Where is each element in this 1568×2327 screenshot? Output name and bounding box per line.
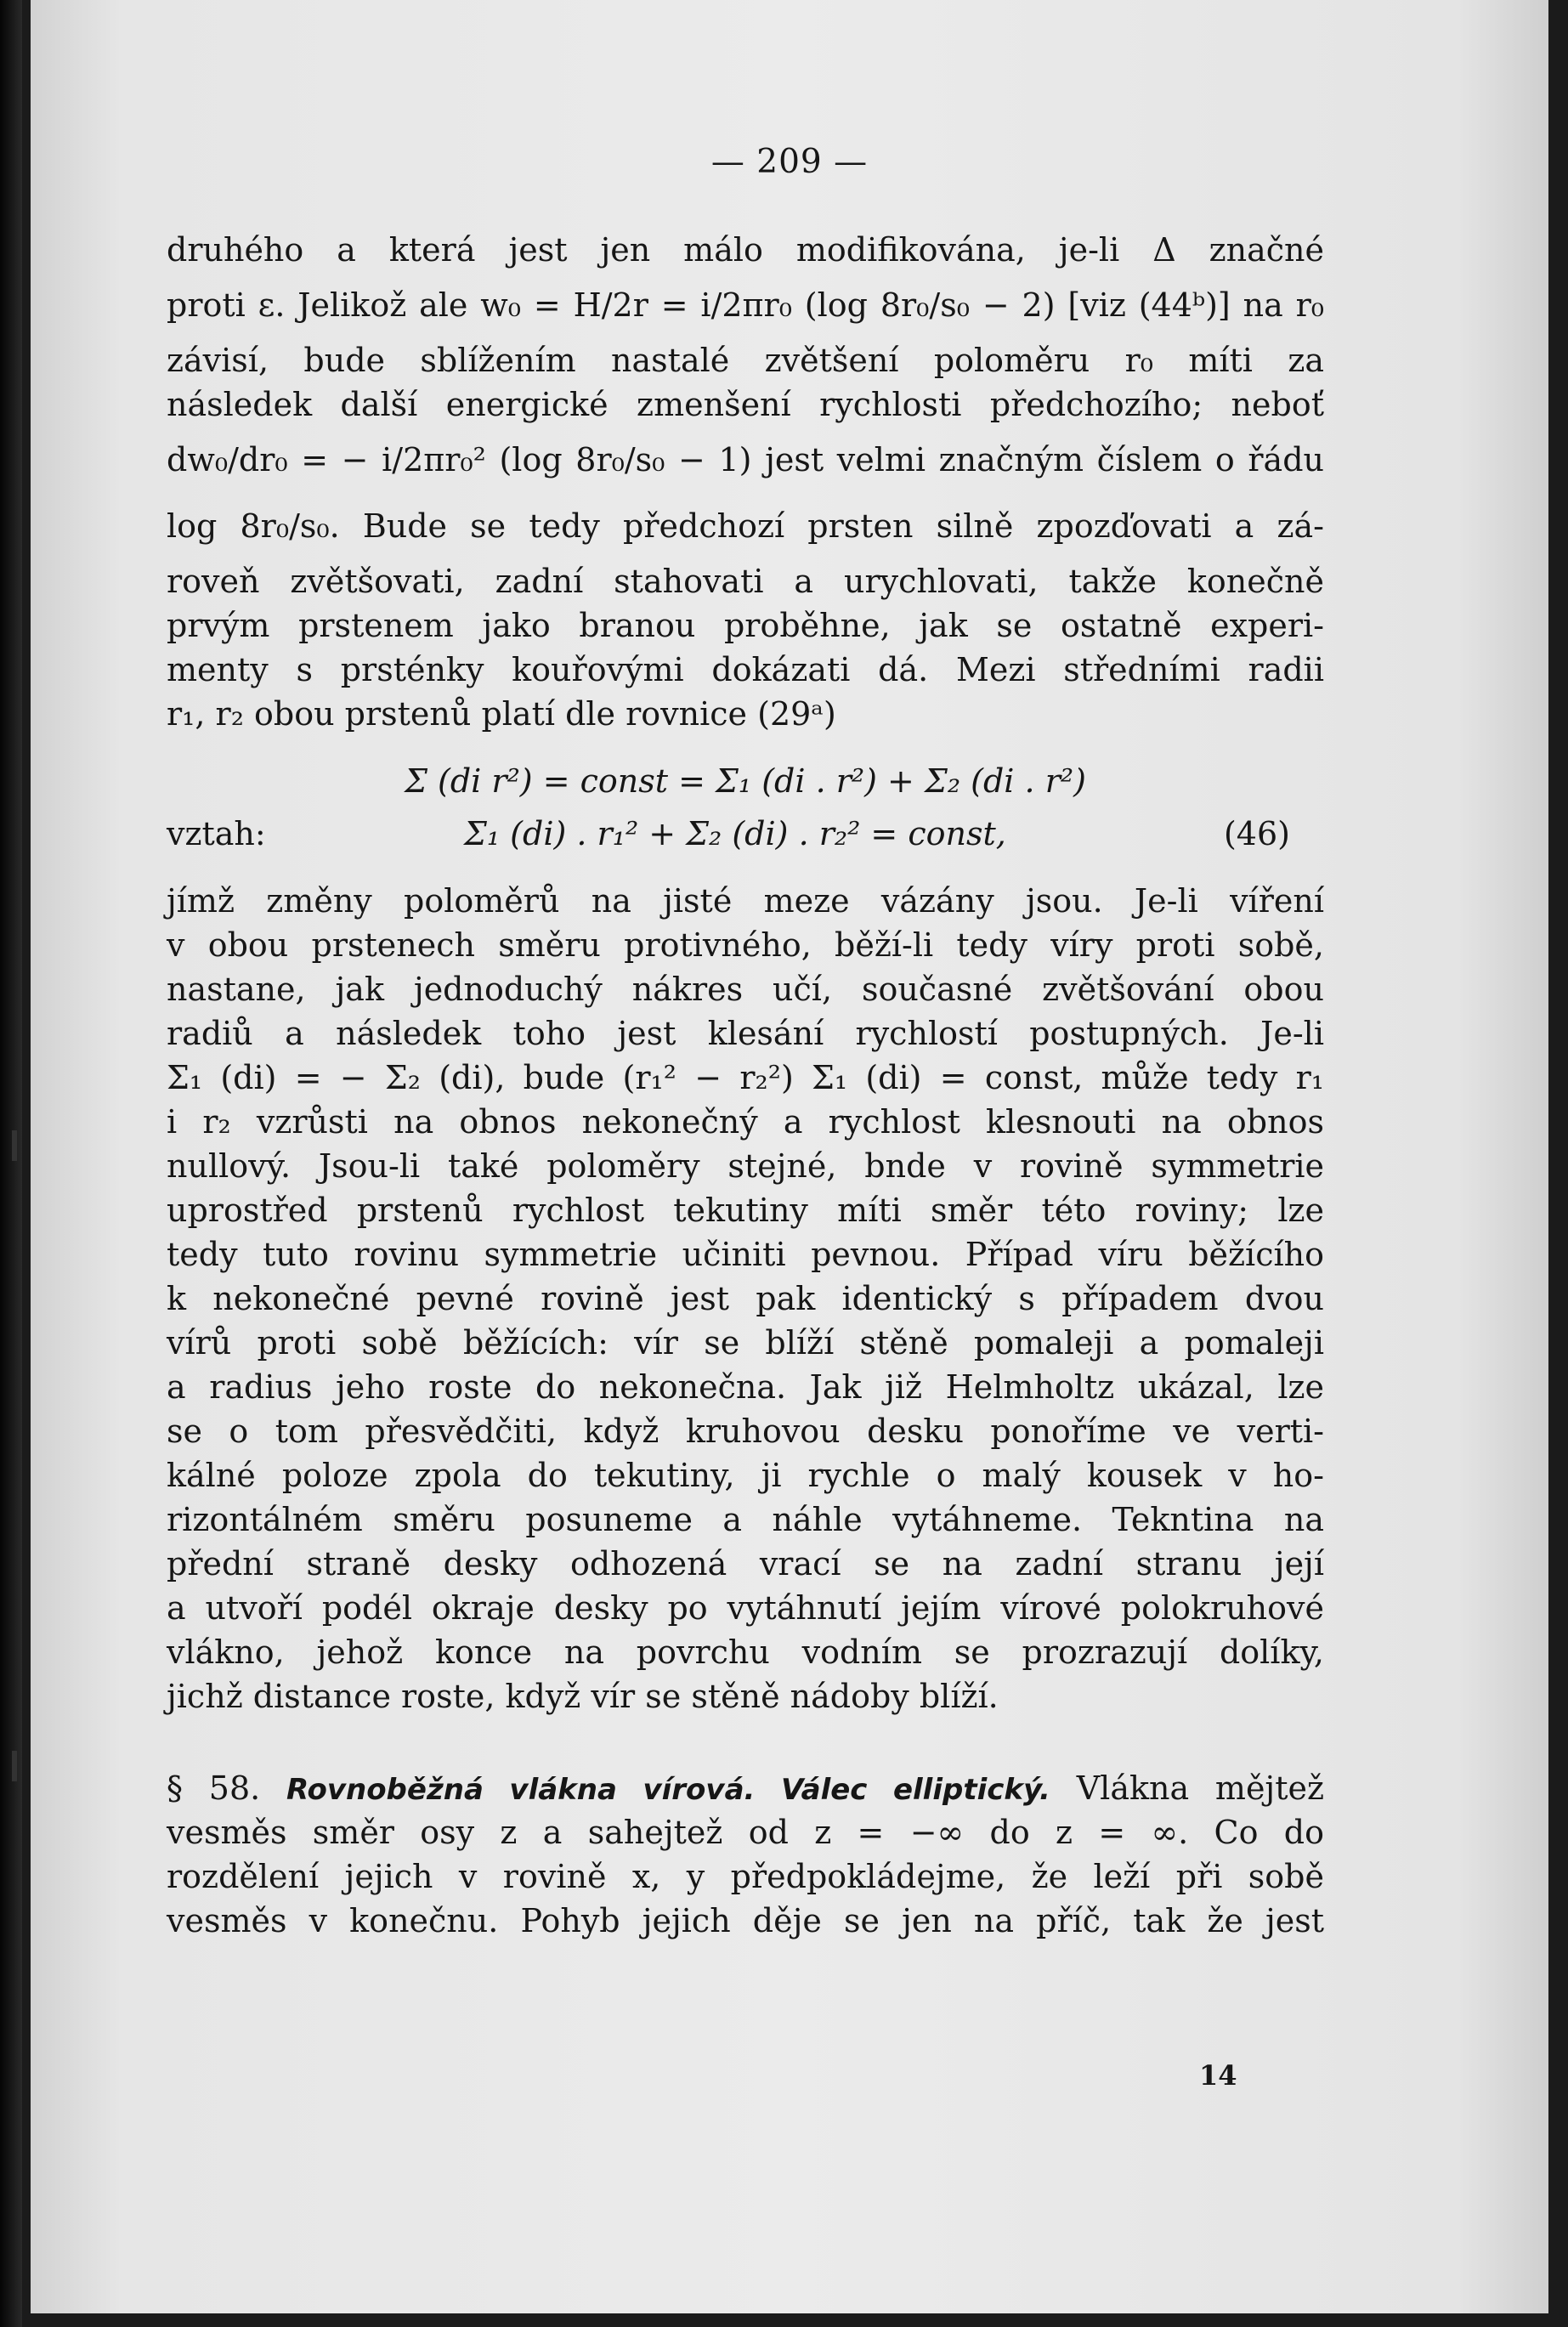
- text-line: vírů proti sobě běžících: vír se blíží stěně pomaleji a pomaleji: [167, 1324, 1324, 1362]
- text-line: vesměs v konečnu. Pohyb jejich děje se jen na příč, tak že jest: [167, 1902, 1324, 1939]
- text-line-formula: log 8r₀/s₀. Bude se tedy předchozí prsten silně zpozďovati a zá-: [167, 507, 1324, 545]
- equation-label: vztah:: [167, 815, 266, 852]
- text-line: jichž distance roste, když vír se stěně nádoby blíží.: [167, 1678, 999, 1715]
- text-line: rizontálném směru posuneme a náhle vytáhneme. Tekntina na: [167, 1501, 1324, 1538]
- section-heading-line: [167, 1766, 1324, 1810]
- text-line: roveň zvětšovati, zadní stahovati a urychlovati, takže konečně: [167, 563, 1324, 600]
- margin-tick: [12, 1751, 17, 1781]
- text-line: a radius jeho roste do nekonečna. Jak již Helmholtz ukázal, lze: [167, 1368, 1324, 1406]
- text-line: přední straně desky odhozená vrací se na zadní stranu její: [167, 1545, 1324, 1582]
- text-line: k nekonečné pevné rovině jest pak identický s případem dvou: [167, 1280, 1324, 1317]
- text-line: uprostřed prstenů rychlost tekutiny míti směr této roviny; lze: [167, 1192, 1324, 1229]
- text-line: jímž změny poloměrů na jisté meze vázány jsou. Je-li víření: [167, 882, 1324, 920]
- spacer: [167, 1718, 1324, 1766]
- equation-number: (46): [1223, 815, 1290, 852]
- text-line: rozdělení jejich v rovině x, y předpokládejme, že leží při sobě: [167, 1858, 1324, 1895]
- body-text: [167, 228, 1324, 1943]
- section-58: [167, 1766, 1324, 1943]
- text-line: Σ₁ (di) = − Σ₂ (di), bude (r₁² − r₂²) Σ₁ (di) = const, může tedy r₁: [167, 1059, 1324, 1096]
- signature-mark: 14: [1199, 2059, 1237, 2092]
- text-line: druhého a která jest jen málo modifikována, je-li Δ značné: [167, 231, 1324, 269]
- equation-46: [167, 807, 1324, 860]
- text-line: vesměs směr osy z a sahejtež od z = −∞ do z = ∞. Co do: [167, 1814, 1324, 1851]
- section-mark: § 58.: [167, 1769, 261, 1807]
- text-line-formula: dw₀/dr₀ = − i/2πr₀² (log 8r₀/s₀ − 1) jest velmi značným číslem o řádu: [167, 441, 1324, 478]
- book-page: [31, 0, 1548, 2313]
- page-number: — 209 —: [710, 143, 869, 181]
- text-line: radiů a následek toho jest klesání rychlostí postupných. Je-li: [167, 1015, 1324, 1052]
- text-line: menty s prsténky kouřovými dokázati dá. Mezi středními radii: [167, 651, 1324, 688]
- spacer: [167, 860, 1324, 879]
- equation-body: Σ₁ (di) . r₁² + Σ₂ (di) . r₂² = const,: [464, 815, 1006, 852]
- margin-tick: [12, 1130, 17, 1161]
- paragraph-2: [167, 879, 1324, 1718]
- equation-sum: Σ (di r²) = const = Σ₁ (di . r²) + Σ₂ (di . r²): [405, 762, 1086, 800]
- text-line: i r₂ vzrůsti na obnos nekonečný a rychlost klesnouti na obnos: [167, 1103, 1324, 1141]
- text-line: nastane, jak jednoduchý nákres učí, současné zvětšování obou: [167, 971, 1324, 1008]
- spacer: [167, 736, 1324, 755]
- text-line: následek další energické zmenšení rychlosti předchozího; neboť: [167, 386, 1324, 423]
- text-line: nullový. Jsou-li také poloměry stejné, bnde v rovině symmetrie: [167, 1147, 1324, 1185]
- text-line: vlákno, jehož konce na povrchu vodním se prozrazují dolíky,: [167, 1633, 1324, 1671]
- text-line: r₁, r₂ obou prstenů platí dle rovnice (29ᵃ): [167, 695, 836, 733]
- text-line: tedy tuto rovinu symmetrie učiniti pevnou. Případ víru běžícího: [167, 1236, 1324, 1273]
- text-line: se o tom přesvědčiti, když kruhovou desku ponoříme ve verti-: [167, 1413, 1324, 1450]
- section-text-start: Vlákna mějtež: [1076, 1769, 1324, 1807]
- text-line: a utvoří podél okraje desky po vytáhnutí jejím vírové polokruhové: [167, 1589, 1324, 1627]
- text-line: prvým prstenem jako branou proběhne, jak se ostatně experi-: [167, 607, 1324, 644]
- scan-edge: [0, 0, 22, 2327]
- text-line-formula: proti ε. Jelikož ale w₀ = H/2r = i/2πr₀ (log 8r₀/s₀ − 2) [viz (44ᵇ)] na r₀: [167, 286, 1324, 324]
- text-line: kálné poloze zpola do tekutiny, ji rychle o malý kousek v ho-: [167, 1457, 1324, 1494]
- section-heading: Rovnoběžná vlákna vírová. Válec elliptický.: [286, 1773, 1050, 1807]
- text-line: v obou prstenech směru protivného, běží-li tedy víry proti sobě,: [167, 926, 1324, 964]
- paragraph-1: [167, 228, 1324, 736]
- text-line: závisí, bude sblížením nastalé zvětšení poloměru r₀ míti za: [167, 342, 1324, 379]
